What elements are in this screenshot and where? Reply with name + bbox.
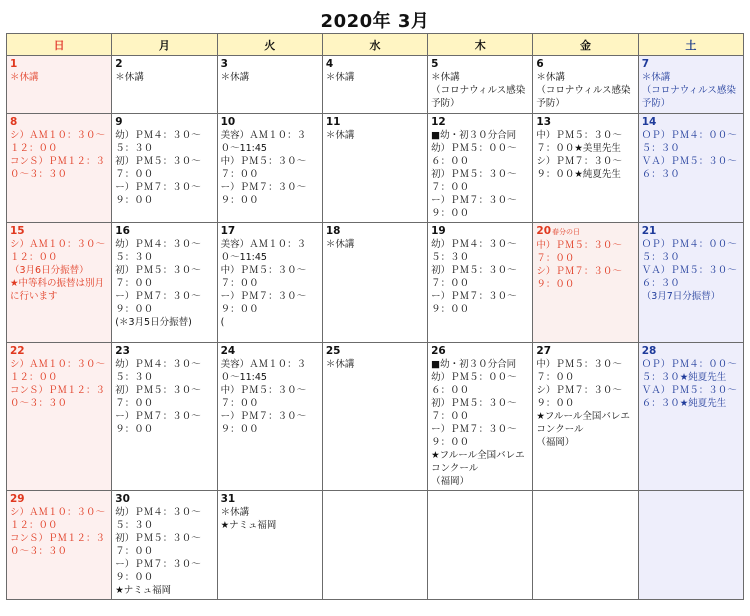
schedule-line: 初）ＰＭ５：３０〜７：００ bbox=[431, 398, 517, 422]
schedule-line: 中）ＰＭ５：３０〜７：００ bbox=[220, 265, 307, 289]
day-cell bbox=[7, 223, 112, 343]
schedule-line: ＊休講 bbox=[10, 72, 39, 83]
day-cell bbox=[428, 114, 533, 223]
schedule-line: ＯＰ）ＰＭ４：００〜５：３０ bbox=[641, 239, 737, 263]
schedule-line: ー）ＰＭ７：３０〜９：００ bbox=[115, 559, 201, 583]
day-cell bbox=[322, 114, 427, 223]
day-cell bbox=[533, 343, 638, 491]
schedule-line: ー）ＰＭ７：３０〜９：００ bbox=[431, 424, 517, 448]
day-cell bbox=[638, 223, 743, 343]
weekday-thu: 木 bbox=[428, 34, 533, 56]
schedule-line: 中）ＰＭ５：３０〜７：００ bbox=[220, 156, 307, 180]
schedule-line: ＊休講 bbox=[536, 72, 565, 83]
schedule-line: ＊休講 bbox=[220, 72, 250, 83]
schedule-line: ＊休講 bbox=[325, 359, 355, 370]
day-cell bbox=[533, 223, 638, 343]
holiday-label: 春分の日 bbox=[552, 228, 581, 236]
day-cell bbox=[638, 491, 743, 600]
schedule-line: シ）ＰＭ７：３０〜９：００★純夏先生 bbox=[536, 156, 622, 180]
schedule-line: ＯＰ）ＰＭ４：００〜５：３０ bbox=[641, 130, 737, 154]
weekday-mon: 月 bbox=[112, 34, 217, 56]
day-number: 15 bbox=[10, 225, 25, 237]
day-number: 28 bbox=[641, 345, 657, 357]
schedule-line: ★中等科の振替は別月に行います bbox=[10, 278, 105, 302]
day-number: 31 bbox=[220, 493, 236, 505]
schedule-line: 初）ＰＭ５：３０〜７：００ bbox=[431, 169, 517, 193]
schedule-line: ー）ＰＭ７：３０〜９：００ bbox=[431, 195, 517, 219]
schedule-line: コンＳ）ＰＭ１２：３０〜３：３０ bbox=[10, 533, 106, 557]
schedule-line: 中）ＰＭ５：３０〜７：００★美里先生 bbox=[536, 130, 622, 154]
schedule-line: 美容）ＡＭ１０：３０〜11:45 bbox=[220, 239, 307, 263]
schedule-line: 初）ＰＭ５：３０〜７：００ bbox=[115, 533, 201, 557]
schedule-line: ＊休講 bbox=[325, 239, 355, 250]
week-row bbox=[7, 114, 744, 223]
day-number: 29 bbox=[10, 493, 25, 505]
schedule-line: （コロナウィルス感染予防） bbox=[431, 85, 526, 109]
day-cell bbox=[322, 491, 427, 600]
day-cell bbox=[112, 491, 217, 600]
schedule-line: 中）ＰＭ５：３０〜７：００ bbox=[536, 240, 622, 264]
day-number: 24 bbox=[220, 345, 236, 357]
day-cell bbox=[217, 491, 322, 600]
schedule-line: ー）ＰＭ７：３０〜９：００ bbox=[220, 182, 307, 206]
day-number: 25 bbox=[325, 345, 341, 357]
day-cell bbox=[7, 114, 112, 223]
schedule-line: （コロナウィルス感染予防） bbox=[536, 85, 631, 109]
day-number: 8 bbox=[10, 116, 18, 128]
schedule-line: ＊休講 bbox=[325, 72, 355, 83]
day-cell bbox=[112, 114, 217, 223]
schedule-line: ＶＡ）ＰＭ５：３０〜６：３０★純夏先生 bbox=[641, 385, 737, 409]
day-cell bbox=[7, 491, 112, 600]
calendar-grid bbox=[6, 33, 744, 600]
schedule-line: （コロナウィルス感染予防） bbox=[641, 85, 736, 109]
schedule-line: 美容）ＡＭ１０：３０〜11:45 bbox=[220, 130, 307, 154]
day-cell bbox=[428, 491, 533, 600]
schedule-line: 幼）ＰＭ４：３０〜５：３０ bbox=[431, 239, 517, 263]
schedule-line: ＶＡ）ＰＭ５：３０〜６：３０ bbox=[641, 156, 737, 180]
schedule-line: (＊3月5日分振替) bbox=[115, 317, 192, 328]
day-number: 1 bbox=[10, 58, 18, 70]
day-cell bbox=[322, 343, 427, 491]
schedule-line: ★ナミュ福岡 bbox=[220, 520, 277, 531]
day-cell bbox=[7, 343, 112, 491]
schedule-line: 幼）ＰＭ４：３０〜５：３０ bbox=[115, 130, 201, 154]
day-number: 10 bbox=[220, 116, 236, 128]
schedule-line: ★フルール全国バレエコンクール bbox=[536, 411, 630, 435]
schedule-line: （3月6日分振替） bbox=[10, 265, 89, 276]
schedule-line: 幼）ＰＭ４：３０〜５：３０ bbox=[115, 239, 201, 263]
schedule-line: ー）ＰＭ７：３０〜９：００ bbox=[115, 182, 201, 206]
day-number: 4 bbox=[325, 58, 334, 70]
day-cell bbox=[638, 56, 743, 114]
day-cell bbox=[217, 114, 322, 223]
day-number: 19 bbox=[431, 225, 446, 237]
day-number: 12 bbox=[431, 116, 446, 128]
schedule-line: コンＳ）ＰＭ１２：３０〜３：３０ bbox=[10, 156, 106, 180]
schedule-line: シ）ＡＭ１０：３０〜１２：００ bbox=[10, 359, 106, 383]
schedule-line: 初）ＰＭ５：３０〜７：００ bbox=[115, 156, 201, 180]
weekday-sat: 土 bbox=[638, 34, 743, 56]
schedule-line: ■幼・初３０分合同 bbox=[431, 130, 517, 141]
schedule-line: ー）ＰＭ７：３０〜９：００ bbox=[115, 411, 201, 435]
schedule-line: 幼）ＰＭ４：３０〜５：３０ bbox=[115, 359, 201, 383]
week-row bbox=[7, 223, 744, 343]
schedule-line: ＊休講 bbox=[115, 72, 144, 83]
day-cell bbox=[112, 343, 217, 491]
schedule-line: 中）ＰＭ５：３０〜７：００ bbox=[536, 359, 622, 383]
schedule-line: ＯＰ）ＰＭ４：００〜５：３０★純夏先生 bbox=[641, 359, 737, 383]
weekday-tue: 火 bbox=[217, 34, 322, 56]
day-number: 21 bbox=[641, 225, 657, 237]
day-cell bbox=[428, 223, 533, 343]
schedule-line: コンＳ）ＰＭ１２：３０〜３：３０ bbox=[10, 385, 106, 409]
schedule-line: 初）ＰＭ５：３０〜７：００ bbox=[431, 265, 517, 289]
day-cell bbox=[428, 343, 533, 491]
schedule-line: シ）ＰＭ７：３０〜９：００ bbox=[536, 385, 622, 409]
day-number: 2 bbox=[115, 58, 123, 70]
schedule-line: ー）ＰＭ７：３０〜９：００ bbox=[115, 291, 201, 315]
schedule-line: ■幼・初３０分合同 bbox=[431, 359, 517, 370]
day-cell bbox=[533, 56, 638, 114]
schedule-line: 初）ＰＭ５：３０〜７：００ bbox=[115, 385, 201, 409]
calendar-title: 2020年 3月 bbox=[320, 11, 430, 32]
schedule-line: ー）ＰＭ７：３０〜９：００ bbox=[220, 411, 307, 435]
day-number: 9 bbox=[115, 116, 123, 128]
schedule-line: ＶＡ）ＰＭ５：３０〜６：３０ bbox=[641, 265, 737, 289]
day-number: 3 bbox=[220, 58, 228, 70]
day-cell bbox=[7, 56, 112, 114]
day-cell bbox=[533, 114, 638, 223]
day-number: 5 bbox=[431, 58, 439, 70]
schedule-line: （福岡） bbox=[431, 476, 470, 487]
week-row bbox=[7, 56, 744, 114]
schedule-line: ー）ＰＭ７：３０〜９：００ bbox=[431, 291, 517, 315]
schedule-line: シ）ＡＭ１０：３０〜１２：００ bbox=[10, 239, 106, 263]
day-number: 7 bbox=[641, 58, 649, 70]
schedule-line: ＊休講 bbox=[431, 72, 460, 83]
day-number: 23 bbox=[115, 345, 130, 357]
schedule-line: 幼）ＰＭ４：３０〜５：３０ bbox=[115, 507, 201, 531]
day-number: 6 bbox=[536, 58, 544, 70]
day-number: 17 bbox=[220, 225, 236, 237]
day-number: 11 bbox=[325, 116, 341, 128]
day-cell bbox=[428, 56, 533, 114]
week-row bbox=[7, 343, 744, 491]
day-number: 30 bbox=[115, 493, 130, 505]
schedule-line: 初）ＰＭ５：３０〜７：００ bbox=[115, 265, 201, 289]
schedule-line: ( bbox=[220, 317, 225, 328]
day-cell bbox=[638, 343, 743, 491]
day-cell bbox=[112, 223, 217, 343]
week-row bbox=[7, 491, 744, 600]
day-number: 16 bbox=[115, 225, 130, 237]
schedule-line: ★ナミュ福岡 bbox=[115, 585, 172, 596]
schedule-line: ＊休講 bbox=[325, 130, 355, 141]
day-number: 20 bbox=[536, 225, 552, 237]
day-number: 14 bbox=[641, 116, 657, 128]
day-cell bbox=[112, 56, 217, 114]
day-cell bbox=[638, 114, 743, 223]
schedule-line: （福岡） bbox=[536, 437, 575, 448]
schedule-line: 美容）ＡＭ１０：３０〜11:45 bbox=[220, 359, 307, 383]
weekday-fri: 金 bbox=[533, 34, 638, 56]
schedule-line: （3月7日分振替） bbox=[641, 291, 721, 302]
day-cell bbox=[217, 223, 322, 343]
schedule-line: シ）ＰＭ７：３０〜９：００ bbox=[536, 266, 622, 290]
schedule-line: ＊休講 bbox=[220, 507, 250, 518]
day-cell bbox=[217, 56, 322, 114]
schedule-line: 幼）ＰＭ５：００〜６：００ bbox=[431, 372, 517, 396]
schedule-line: シ）ＡＭ１０：３０〜１２：００ bbox=[10, 130, 106, 154]
schedule-line: 幼）ＰＭ５：００〜６：００ bbox=[431, 143, 517, 167]
day-number: 27 bbox=[536, 345, 552, 357]
schedule-line: ＊休講 bbox=[641, 72, 671, 83]
weekday-sun: 日 bbox=[7, 34, 112, 56]
day-number: 13 bbox=[536, 116, 552, 128]
day-cell bbox=[322, 56, 427, 114]
weekday-wed: 水 bbox=[322, 34, 427, 56]
day-number: 18 bbox=[325, 225, 341, 237]
schedule-line: 中）ＰＭ５：３０〜７：００ bbox=[220, 385, 307, 409]
day-cell bbox=[322, 223, 427, 343]
schedule-line: ★フルール全国バレエコンクール bbox=[431, 450, 525, 474]
day-cell bbox=[533, 491, 638, 600]
day-number: 22 bbox=[10, 345, 25, 357]
day-cell bbox=[217, 343, 322, 491]
schedule-line: シ）ＡＭ１０：３０〜１２：００ bbox=[10, 507, 106, 531]
weekday-header-row bbox=[7, 34, 744, 56]
schedule-line: ー）ＰＭ７：３０〜９：００ bbox=[220, 291, 307, 315]
day-number: 26 bbox=[431, 345, 446, 357]
